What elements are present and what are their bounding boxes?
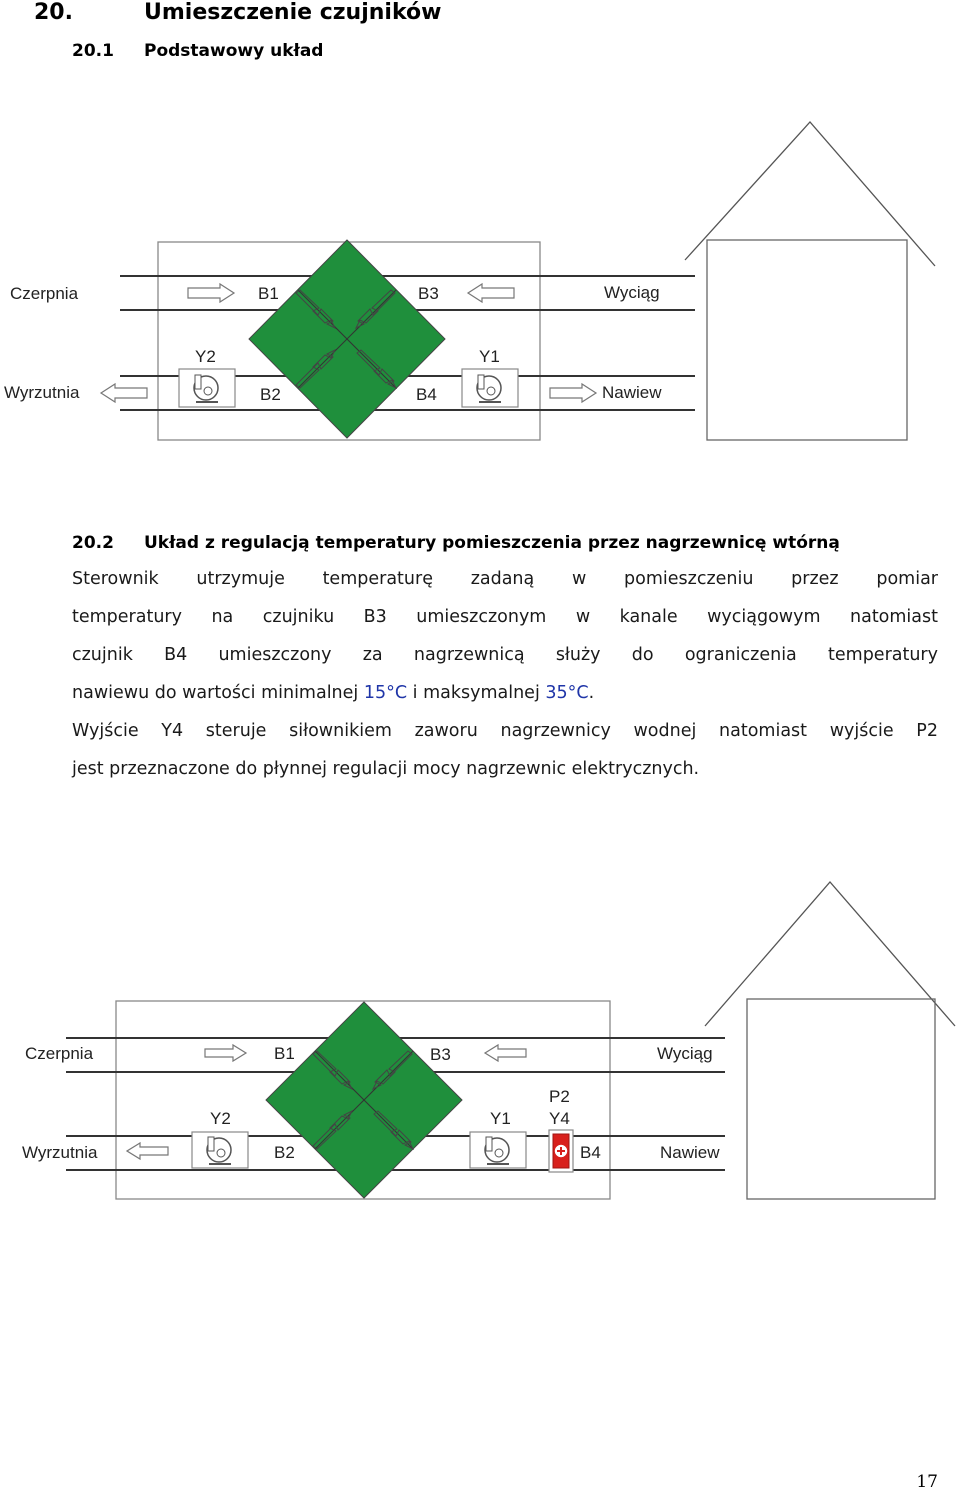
- heat-exchanger: [266, 1002, 462, 1198]
- fan-y2: [179, 369, 235, 407]
- label-b4: B4: [580, 1143, 601, 1162]
- subsection-1-number: 20.1: [72, 41, 114, 61]
- text-segment: nawiewu do wartości minimalnej: [72, 683, 364, 703]
- paragraph-1: [72, 560, 938, 712]
- label-b1: B1: [274, 1044, 295, 1063]
- arrow-left-wyrzutnia: [127, 1143, 168, 1159]
- subsection-heading-2: [72, 533, 840, 553]
- fan-y1: [470, 1132, 526, 1168]
- label-y1: Y1: [479, 347, 500, 366]
- building-roof: [685, 122, 935, 266]
- label-wyrzutnia: Wyrzutnia: [4, 383, 80, 402]
- label-y4: Y4: [549, 1109, 570, 1128]
- paragraph-2-line: Wyjście Y4 steruje siłownikiem zaworu nagrzewnicy wodnej natomiast wyjście P2: [72, 721, 938, 741]
- paragraph-1-line-last: [72, 674, 938, 712]
- paragraph-1-line: czujnik B4 umieszczony za nagrzewnicą służy do ograniczenia temperatury: [72, 645, 938, 665]
- label-b3: B3: [418, 284, 439, 303]
- arrow-left-wyrzutnia: [101, 384, 147, 402]
- label-y1: Y1: [490, 1109, 511, 1128]
- fan-y2: [192, 1132, 248, 1168]
- text-segment: .: [588, 683, 595, 703]
- subsection-2-title: Układ z regulacją temperatury pomieszczenia przez nagrzewnicę wtórną: [144, 533, 840, 553]
- subsection-heading-1: [72, 41, 323, 61]
- max-temperature: 35°C: [545, 683, 589, 703]
- label-b3: B3: [430, 1045, 451, 1064]
- arrow-right-nawiew: [550, 384, 596, 402]
- paragraph-1-line: Sterownik utrzymuje temperaturę zadaną w pomieszczeniu przez pomiar: [72, 569, 938, 589]
- label-b2: B2: [260, 385, 281, 404]
- label-p2: P2: [549, 1087, 570, 1106]
- label-b2: B2: [274, 1143, 295, 1162]
- diagram-secondary-heater: [0, 876, 960, 1206]
- subsection-1-title: Podstawowy układ: [144, 41, 324, 61]
- electric-heater: [549, 1130, 573, 1172]
- page-number: 17: [916, 1472, 938, 1492]
- label-wyciag: Wyciąg: [604, 283, 660, 302]
- building-wall: [747, 999, 935, 1199]
- label-y2: Y2: [210, 1109, 231, 1128]
- arrow-right-b1: [188, 284, 234, 302]
- label-wyciag: Wyciąg: [657, 1044, 713, 1063]
- paragraph-1-line: temperatury na czujniku B3 umieszczonym w kanale wyciągowym natomiast: [72, 607, 938, 627]
- subsection-2-number: 20.2: [72, 533, 114, 553]
- label-nawiew: Nawiew: [602, 383, 662, 402]
- section-number: 20.: [34, 0, 73, 25]
- text-segment: i maksymalnej: [407, 683, 546, 703]
- label-b1: B1: [258, 284, 279, 303]
- section-title: Umieszczenie czujników: [144, 0, 442, 25]
- paragraph-2-line: jest przeznaczone do płynnej regulacji mocy nagrzewnic elektrycznych.: [72, 759, 700, 779]
- label-wyrzutnia: Wyrzutnia: [22, 1143, 98, 1162]
- paragraph-2: [72, 712, 938, 788]
- diagram-2-svg: [0, 876, 960, 1206]
- label-czerpnia: Czerpnia: [10, 284, 79, 303]
- building-wall: [707, 240, 907, 440]
- label-czerpnia: Czerpnia: [25, 1044, 94, 1063]
- diagram-1-svg: [0, 110, 960, 455]
- heat-exchanger: [249, 240, 445, 438]
- diagram-basic-layout: [0, 110, 960, 455]
- fan-y1: [462, 369, 518, 407]
- label-y2: Y2: [195, 347, 216, 366]
- arrow-right-b1: [205, 1045, 246, 1061]
- label-b4: B4: [416, 385, 437, 404]
- arrow-left-b3: [485, 1045, 526, 1061]
- arrow-left-b3: [468, 284, 514, 302]
- section-heading: [34, 0, 441, 25]
- min-temperature: 15°C: [363, 683, 408, 703]
- label-nawiew: Nawiew: [660, 1143, 720, 1162]
- building-roof: [705, 882, 955, 1026]
